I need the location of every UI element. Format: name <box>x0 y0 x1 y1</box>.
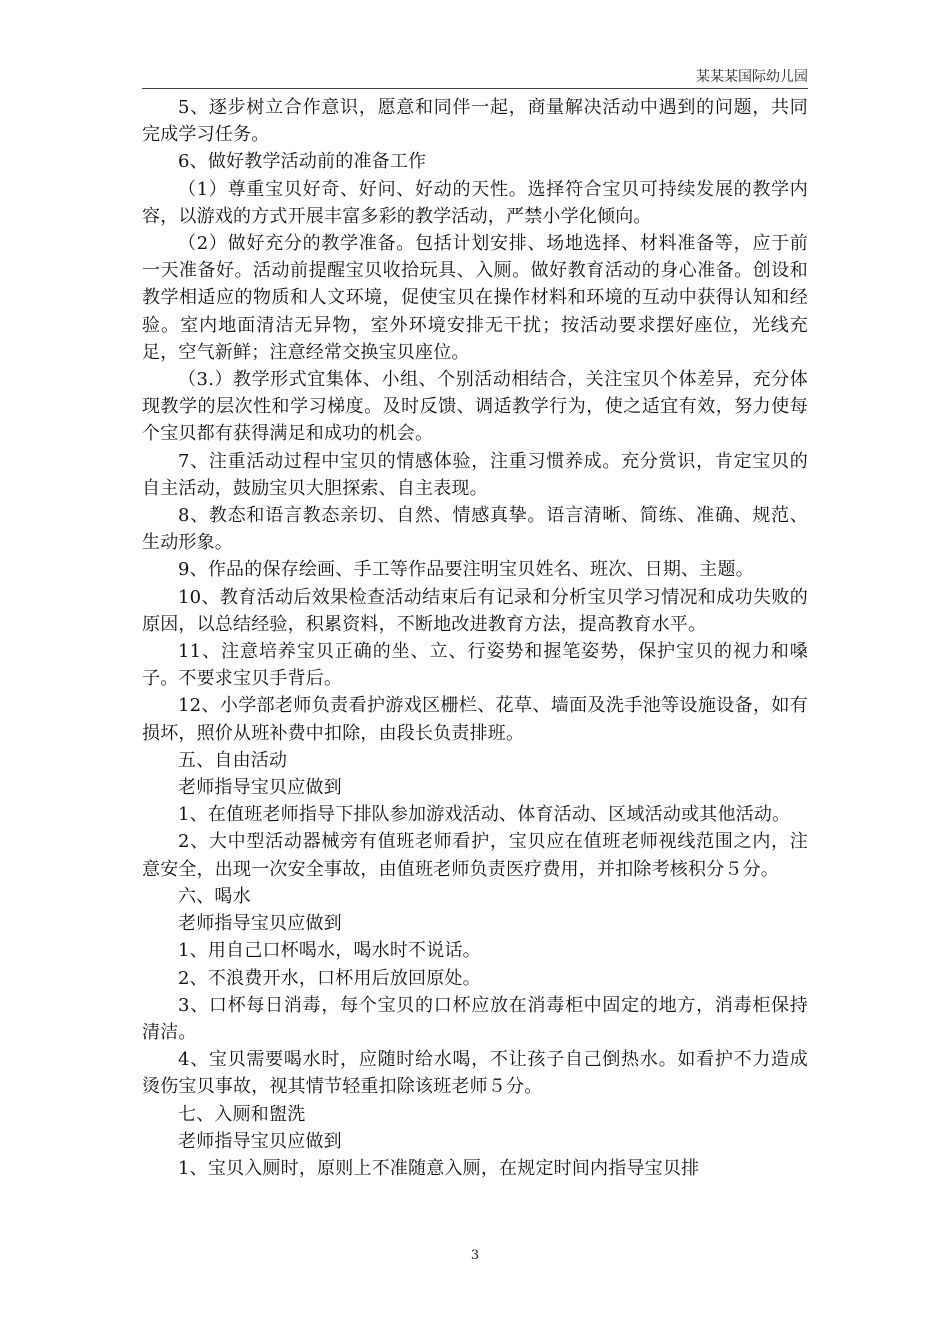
paragraph: 11、注意培养宝贝正确的坐、立、行姿势和握笔姿势，保护宝贝的视力和嗓子。不要求宝贝手背后。 <box>142 641 808 690</box>
paragraph: 12、小学部老师负责看护游戏区栅栏、花草、墙面及洗手池等设施设备，如有损坏，照价从班补费中扣除，由段长负责排班。 <box>142 695 808 744</box>
paragraph: 2、大中型活动器械旁有值班老师看护，宝贝应在值班老师视线范围之内，注意安全，出现一次安全事故，由值班老师负责医疗费用，并扣除考核积分５分。 <box>142 831 808 880</box>
paragraph: 5、逐步树立合作意识，愿意和同伴一起，商量解决活动中遇到的问题，共同完成学习任务。 <box>142 97 808 146</box>
section-heading: 五、自由活动 <box>178 749 288 771</box>
paragraph: 1、在值班老师指导下排队参加游戏活动、体育活动、区域活动或其他活动。 <box>178 804 791 826</box>
paragraph: 1、宝贝入厕时，原则上不准随意入厕，在规定时间内指导宝贝排 <box>178 1157 700 1179</box>
paragraph: （2）做好充分的教学准备。包括计划安排、场地选择、材料准备等，应于前一天准备好。活动前提醒宝贝收拾玩具、入厕。做好教育活动的身心准备。创设和教学相适应的物质和人文环境，促使宝贝在操作材料和环境的互动中获得认知和经验。室内地面清洁无异物，室外环境安排无干扰；按活动要求摆好座位，光线充足，空气新鲜；注意经常交换宝贝座位。 <box>142 233 808 363</box>
paragraph: （1）尊重宝贝好奇、好问、好动的天性。选择符合宝贝可持续发展的教学内容，以游戏的方式开展丰富多彩的教学活动，严禁小学化倾向。 <box>142 178 808 227</box>
paragraph: 2、不浪费开水，口杯用后放回原处。 <box>178 967 481 989</box>
subheading: 老师指导宝贝应做到 <box>178 777 342 799</box>
section-heading: 6、做好教学活动前的准备工作 <box>178 151 427 173</box>
subheading: 老师指导宝贝应做到 <box>178 1130 342 1152</box>
document-header: 某某某国际幼儿园 <box>696 69 808 85</box>
section-heading: 七、入厕和盥洗 <box>178 1103 306 1125</box>
paragraph: 10、教育活动后效果检查活动结束后有记录和分析宝贝学习情况和成功失败的原因，以总结经验，积累资料，不断地改进教育方法，提高教育水平。 <box>142 586 808 635</box>
page-number: 3 <box>470 1248 480 1263</box>
paragraph: 9、作品的保存绘画、手工等作品要注明宝贝姓名、班次、日期、主题。 <box>178 559 754 581</box>
paragraph: 4、宝贝需要喝水时，应随时给水喝，不让孩子自己倒热水。如看护不力造成烫伤宝贝事故，视其情节轻重扣除该班老师５分。 <box>142 1049 808 1098</box>
paragraph: 8、教态和语言教态亲切、自然、情感真挚。语言清晰、简练、准确、规范、生动形象。 <box>142 505 808 554</box>
paragraph: 1、用自己口杯喝水，喝水时不说话。 <box>178 940 481 962</box>
section-heading: 六、喝水 <box>178 885 251 907</box>
paragraph: 7、注重活动过程中宝贝的情感体验，注重习惯养成。充分赏识，肯定宝贝的自主活动，鼓励宝贝大胆探索、自主表现。 <box>142 450 808 499</box>
paragraph: （3.）教学形式宜集体、小组、个别活动相结合，关注宝贝个体差异，充分体现教学的层次性和学习梯度。及时反馈、调适教学行为，使之适宜有效，努力使每个宝贝都有获得满足和成功的机会。 <box>142 369 808 445</box>
document-body <box>142 94 808 1182</box>
header-divider <box>142 88 808 89</box>
paragraph: 3、口杯每日消毒，每个宝贝的口杯应放在消毒柜中固定的地方，消毒柜保持清洁。 <box>142 994 808 1043</box>
subheading: 老师指导宝贝应做到 <box>178 913 342 935</box>
